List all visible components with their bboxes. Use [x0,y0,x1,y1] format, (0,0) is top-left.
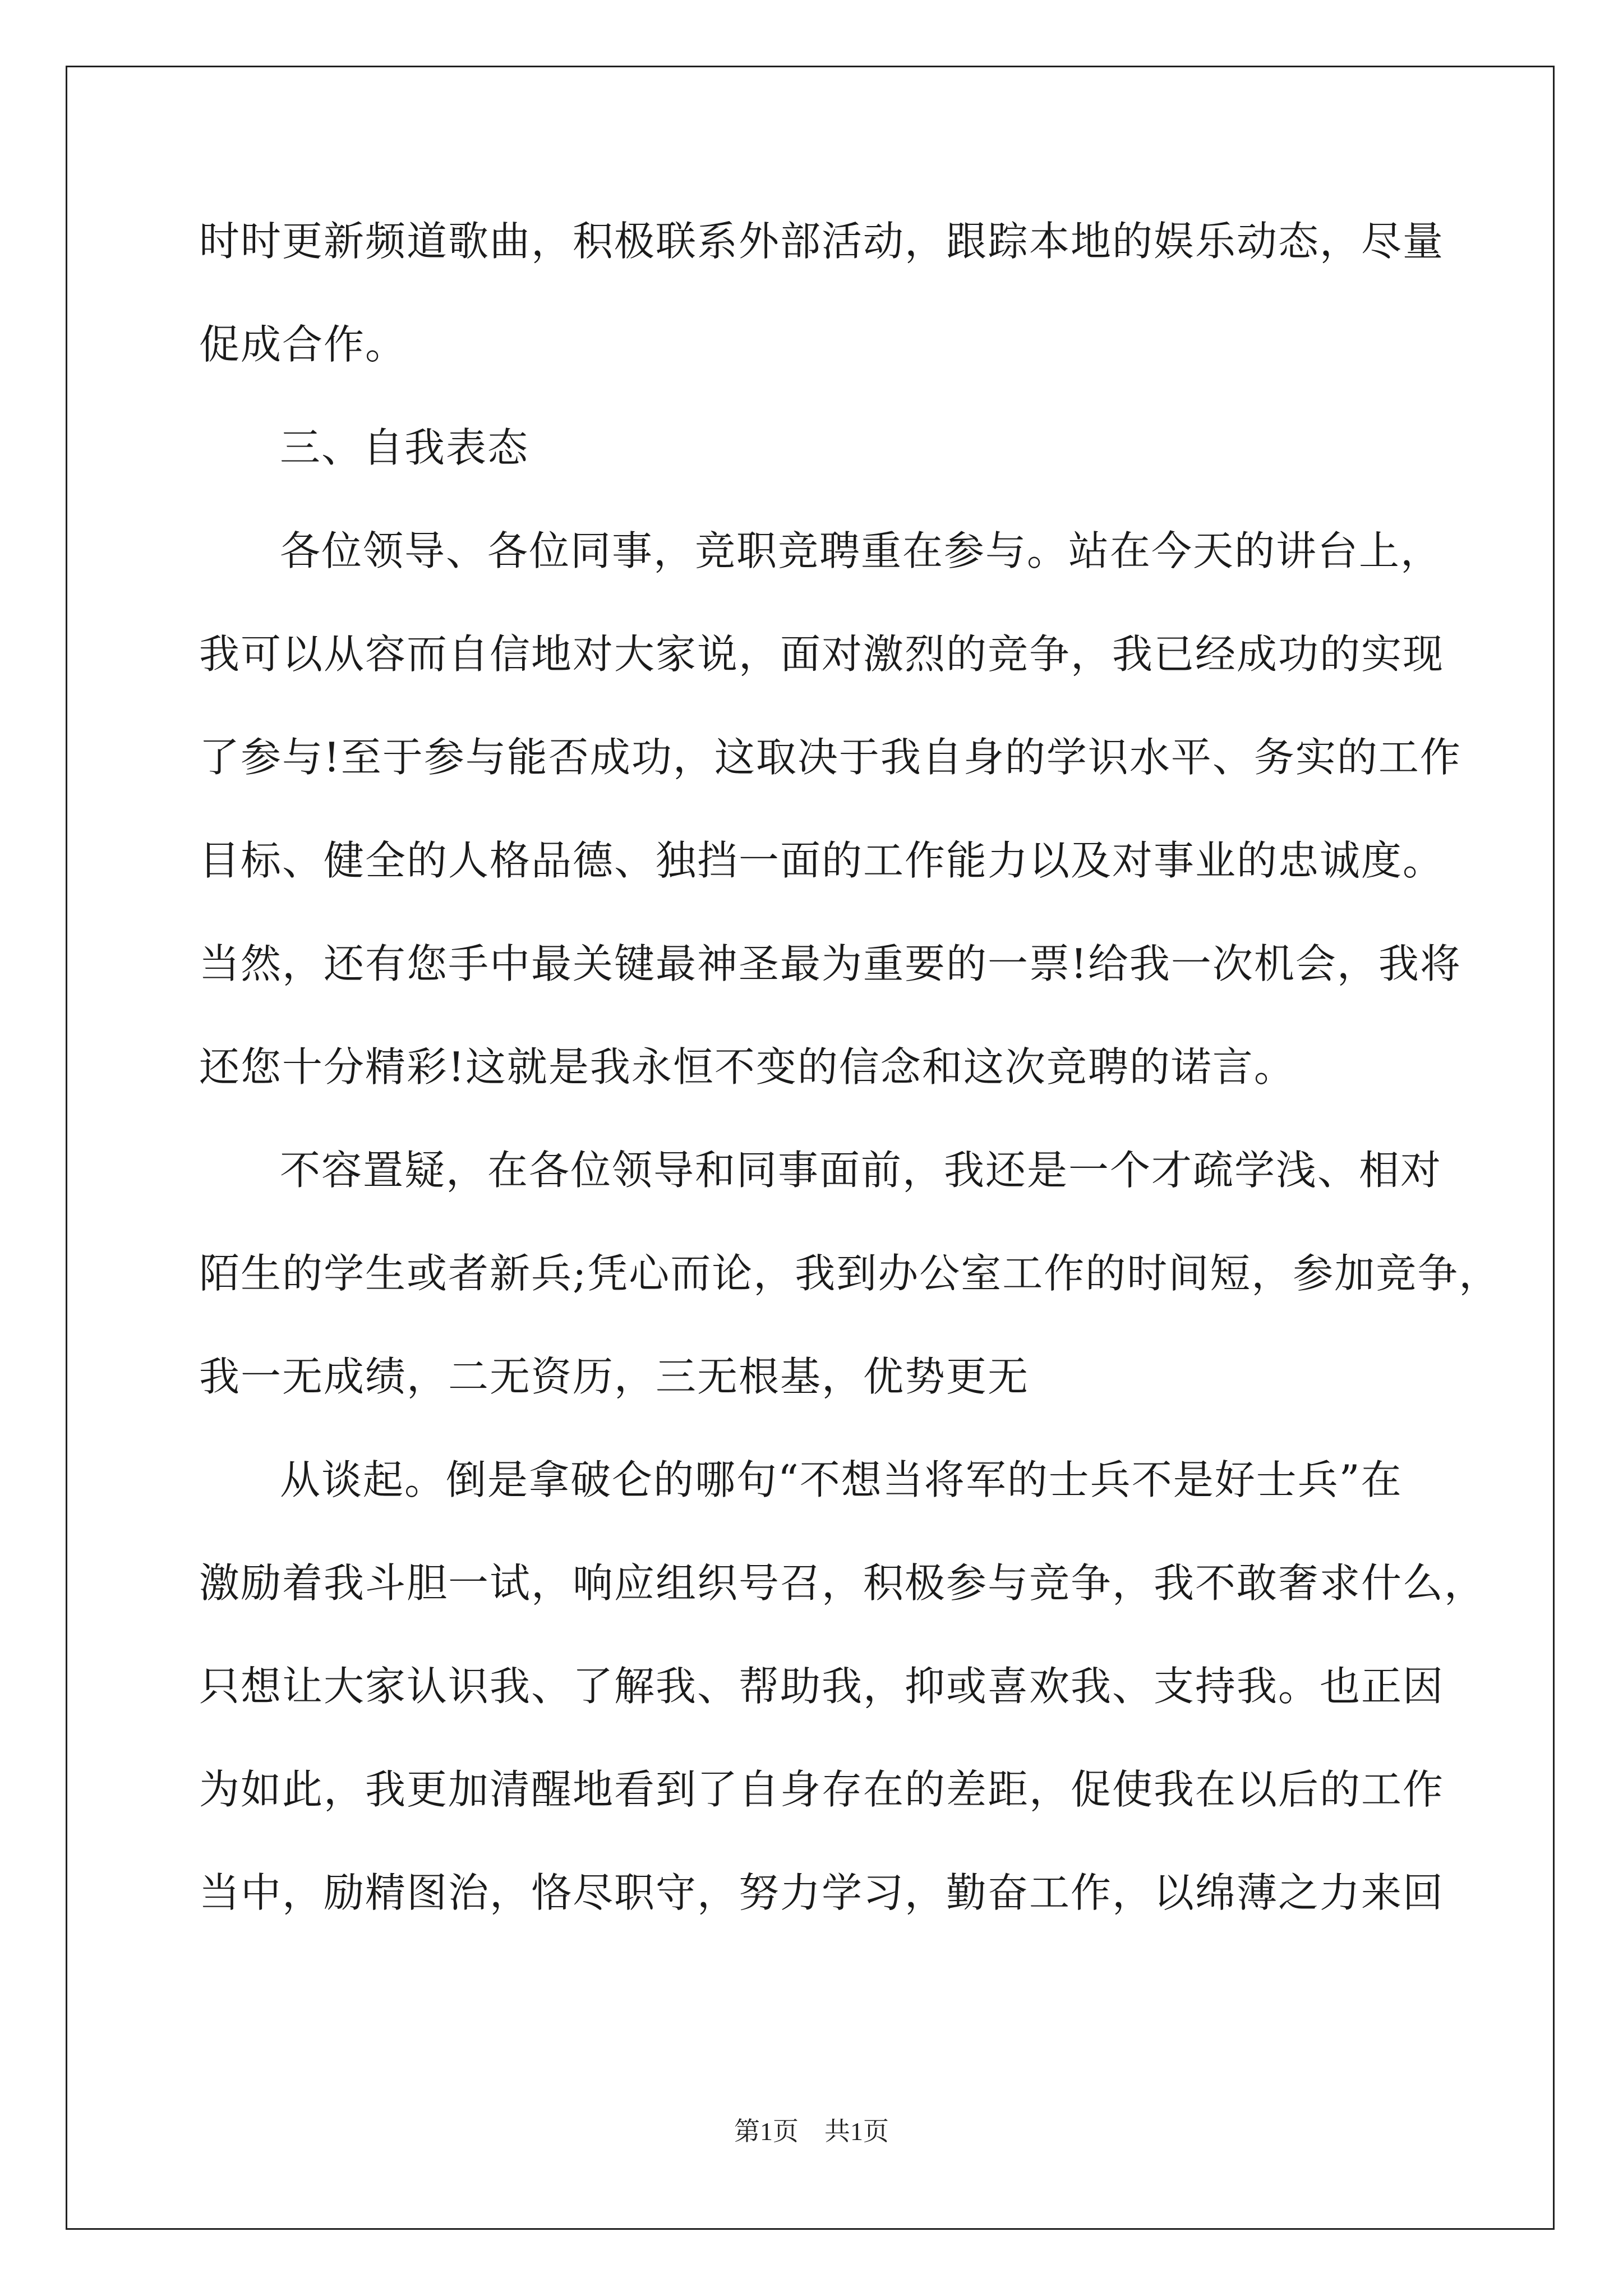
text-line: 只想让大家认识我、了解我、帮助我，抑或喜欢我、支持我。也正因 [199,1663,1445,1710]
section-heading: 三、自我表态 [280,424,529,471]
text-line: 了参与!至于参与能否成功，这取决于我自身的学识水平、务实的工作 [199,734,1461,781]
text-line: 我可以从容而自信地对大家说，面对激烈的竞争，我已经成功的实现 [199,631,1445,678]
text-line: 时时更新频道歌曲，积极联系外部活动，跟踪本地的娱乐动态，尽量 [199,218,1445,265]
text-line: 还您十分精彩!这就是我永恒不变的信念和这次竞聘的诺言。 [199,1043,1295,1091]
text-line: 当然，还有您手中最关键最神圣最为重要的一票!给我一次机会，我将 [199,940,1461,987]
page-number: 第1页 共1页 [734,2117,889,2146]
text-line: 当中，励精图治，恪尽职守，努力学习，勤奋工作，以绵薄之力来回 [199,1869,1445,1916]
text-line: 从谈起。倒是拿破仑的哪句“不想当将军的士兵不是好士兵”在 [280,1456,1403,1503]
text-line: 为如此，我更加清醒地看到了自身存在的差距，促使我在以后的工作 [199,1766,1445,1813]
text-line: 激励着我斗胆一试，响应组织号召，积极参与竞争，我不敢奢求什么， [199,1559,1486,1607]
text-line: 不容置疑，在各位领导和同事面前，我还是一个才疏学浅、相对 [280,1147,1442,1194]
text-line: 陌生的学生或者新兵;凭心而论，我到办公室工作的时间短，参加竞争， [199,1250,1501,1297]
text-line: 目标、健全的人格品德、独挡一面的工作能力以及对事业的忠诚度。 [199,837,1445,884]
text-line: 各位领导、各位同事，竞职竞聘重在参与。站在今天的讲台上， [280,527,1442,574]
text-line: 我一无成绩，二无资历，三无根基，优势更无 [199,1353,1030,1400]
text-line: 促成合作。 [199,321,407,368]
